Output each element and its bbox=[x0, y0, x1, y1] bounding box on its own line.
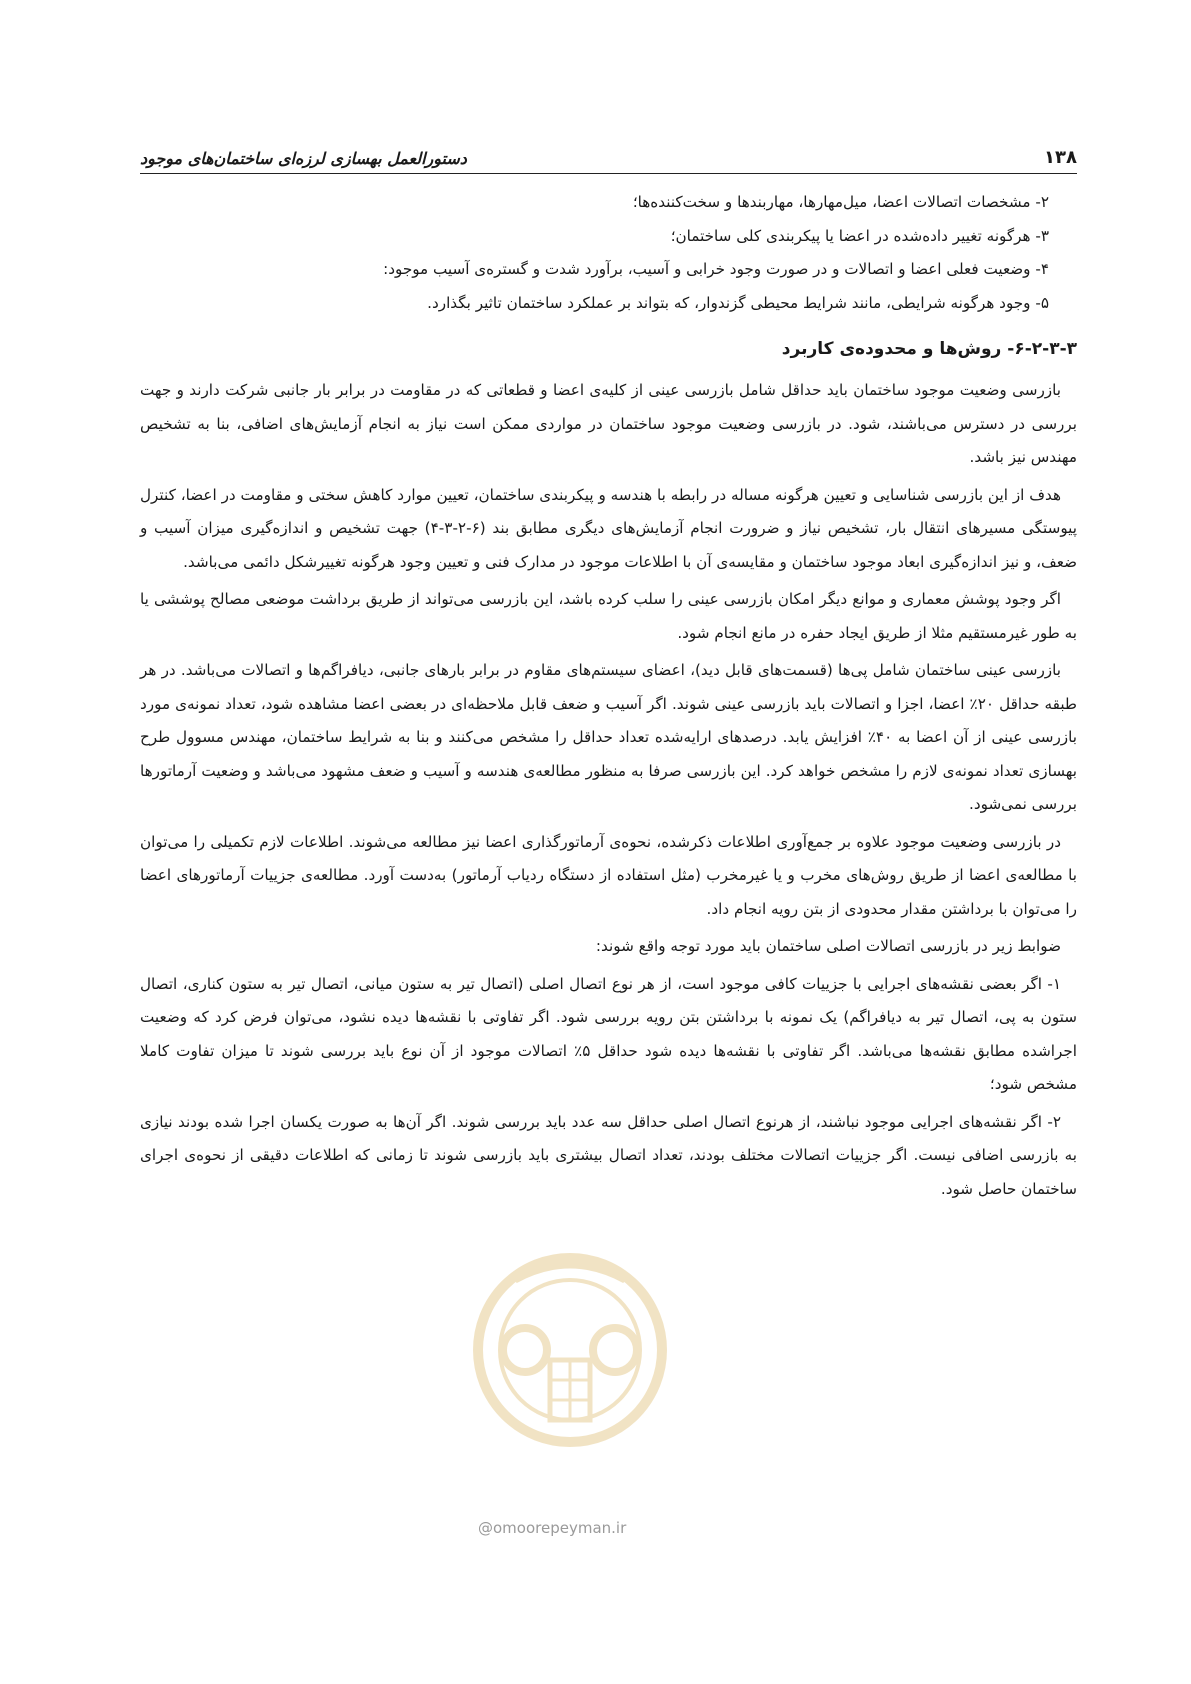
list-item: ۵- وجود هرگونه شرایطی، مانند شرایط محیطی گزندوار، که بتواند بر عملکرد ساختمان تاثیر بگذارد. bbox=[427, 293, 1049, 312]
section-heading: ۶-۲-۳-۳- روش‌ها و محدوده‌ی کاربرد bbox=[781, 339, 1077, 359]
page-number: ۱۳۸ bbox=[1044, 147, 1077, 168]
list-item: ۴- وضعیت فعلی اعضا و اتصالات و در صورت وجود خرابی و آسیب، برآورد شدت و گستره‌ی آسیب موجود: bbox=[383, 260, 1049, 278]
watermark-logo-icon bbox=[455, 1240, 685, 1510]
document-body bbox=[140, 186, 1077, 1210]
body-paragraph: ۲- اگر نقشه‌های اجرایی موجود نباشند، از هرنوع اتصال اصلی حداقل سه عدد باید بررسی شوند. اگر آن‌ها به صورت یکسان اجرا شده بودند نیازی به بازرسی اضافی نیست. اگر جزییات اتصالات مختلف بودند، تعداد اتصال بیشتری باید بازرسی شوند تا زمانی که اطلاعات دقیقی از نحوه‌ی اجرای ساختمان حاصل شود. bbox=[140, 1112, 1077, 1198]
page-header bbox=[140, 136, 1077, 168]
body-paragraph: ۱- اگر بعضی نقشه‌های اجرایی با جزییات کافی موجود است، از هر نوع اتصال اصلی (اتصال تیر به ستون میانی، اتصال تیر به ستون کناری، اتصال ستون به پی، اتصال تیر به دیافراگم) یک نمونه با برداشتن بتن رویه بررسی شود. اگر تفاوتی با نقشه‌ها دیده نشود، می‌توان فرض کرد که وضعیت اجراشده مطابق نقشه‌ها می‌باشد. اگر تفاوتی با نقشه‌ها دیده شود حداقل ۵٪ اتصالات موجود از آن نوع باید بررسی شوند تا میزان تفاوت کاملا مشخص شود؛ bbox=[140, 974, 1078, 1093]
watermark-text: @omoorepeyman.ir bbox=[478, 1519, 627, 1537]
body-paragraph: ضوابط زیر در بازرسی اتصالات اصلی ساختمان باید مورد توجه واقع شوند: bbox=[595, 937, 1061, 955]
body-paragraph: بازرسی عینی ساختمان شامل پی‌ها (قسمت‌های قابل دید)، اعضای سیستم‌های مقاوم در برابر بارهای جانبی، دیافراگم‌ها و اتصالات می‌باشد. در هر طبقه حداقل ۲۰٪ اعضا، اجزا و اتصالات باید بازرسی عینی شوند. اگر آسیب و ضعف قابل ملاحظه‌ای در بعضی اعضا مشاهده شود، تعداد نمونه‌ی مورد بازرسی عینی از آن اعضا به ۴۰٪ افزایش یابد. درصدهای ارایه‌شده تعداد حداقل را مشخص می‌کنند و بنا به شرایط ساختمان، مهندس مسوول طرح بهسازی تعداد نمونه‌ی لازم را مشخص خواهد کرد. این بازرسی صرفا به منظور مطالعه‌ی هندسه و آسیب و ضعف مشهود می‌باشد و وضعیت آرماتورها بررسی نمی‌شود. bbox=[140, 661, 1077, 813]
running-title: دستورالعمل بهسازی لرزه‌ای ساختمان‌های موجود bbox=[140, 149, 467, 168]
body-paragraph: اگر وجود پوشش معماری و موانع دیگر امکان بازرسی عینی را سلب کرده باشد، این بازرسی می‌تواند از طریق برداشت موضعی مصالح پوششی یا به طور غیرمستقیم مثلا از طریق ایجاد حفره در مانع انجام شود. bbox=[140, 590, 1077, 642]
list-item: ۲- مشخصات اتصالات اعضا، میل‌مهارها، مهاربندها و سخت‌کننده‌ها؛ bbox=[632, 193, 1049, 211]
body-paragraph: هدف از این بازرسی شناسایی و تعیین هرگونه مساله در رابطه با هندسه و پیکربندی ساختمان، تعیین موارد کاهش سختی و مقاومت در اعضا، کنترل پیوستگی مسیرهای انتقال بار، تشخیص نیاز و ضرورت انجام آزمایش‌های دیگری مطابق بند (۶-۲-۳-۴) جهت تشخیص و اندازه‌گیری میزان آسیب و ضعف، و نیز اندازه‌گیری ابعاد موجود ساختمان و مقایسه‌ی آن با اطلاعات موجود در مدارک فنی و تعیین وجود هرگونه تغییرشکل دائمی می‌باشد. bbox=[140, 485, 1077, 571]
list-item: ۳- هرگونه تغییر داده‌شده در اعضا یا پیکربندی کلی ساختمان؛ bbox=[670, 226, 1049, 245]
body-paragraph: بازرسی وضعیت موجود ساختمان باید حداقل شامل بازرسی عینی از کلیه‌ی اعضا و قطعاتی که در مقاومت در برابر بار جانبی شرکت دارند و جهت بررسی در دسترس می‌باشند، شود. در بازرسی وضعیت موجود ساختمان در مواردی ممکن است نیاز به انجام آزمایش‌های اضافی، بنا به تشخیص مهندس نیز باشد. bbox=[140, 381, 1077, 466]
header-divider bbox=[140, 173, 1077, 174]
criteria-list bbox=[140, 186, 1077, 320]
body-paragraph: در بازرسی وضعیت موجود علاوه بر جمع‌آوری اطلاعات ذکرشده، نحوه‌ی آرماتورگذاری اعضا نیز مطالعه می‌شوند. اطلاعات لازم تکمیلی را می‌توان با مطالعه‌ی اعضا از طریق روش‌های مخرب و یا غیرمخرب (مثل استفاده از دستگاه ردیاب آرماتور) به‌دست آورد. مطالعه‌ی جزییات آرماتورهای اعضا را می‌توان با برداشتن مقدار محدودی از بتن رویه انجام داد. bbox=[140, 832, 1077, 918]
